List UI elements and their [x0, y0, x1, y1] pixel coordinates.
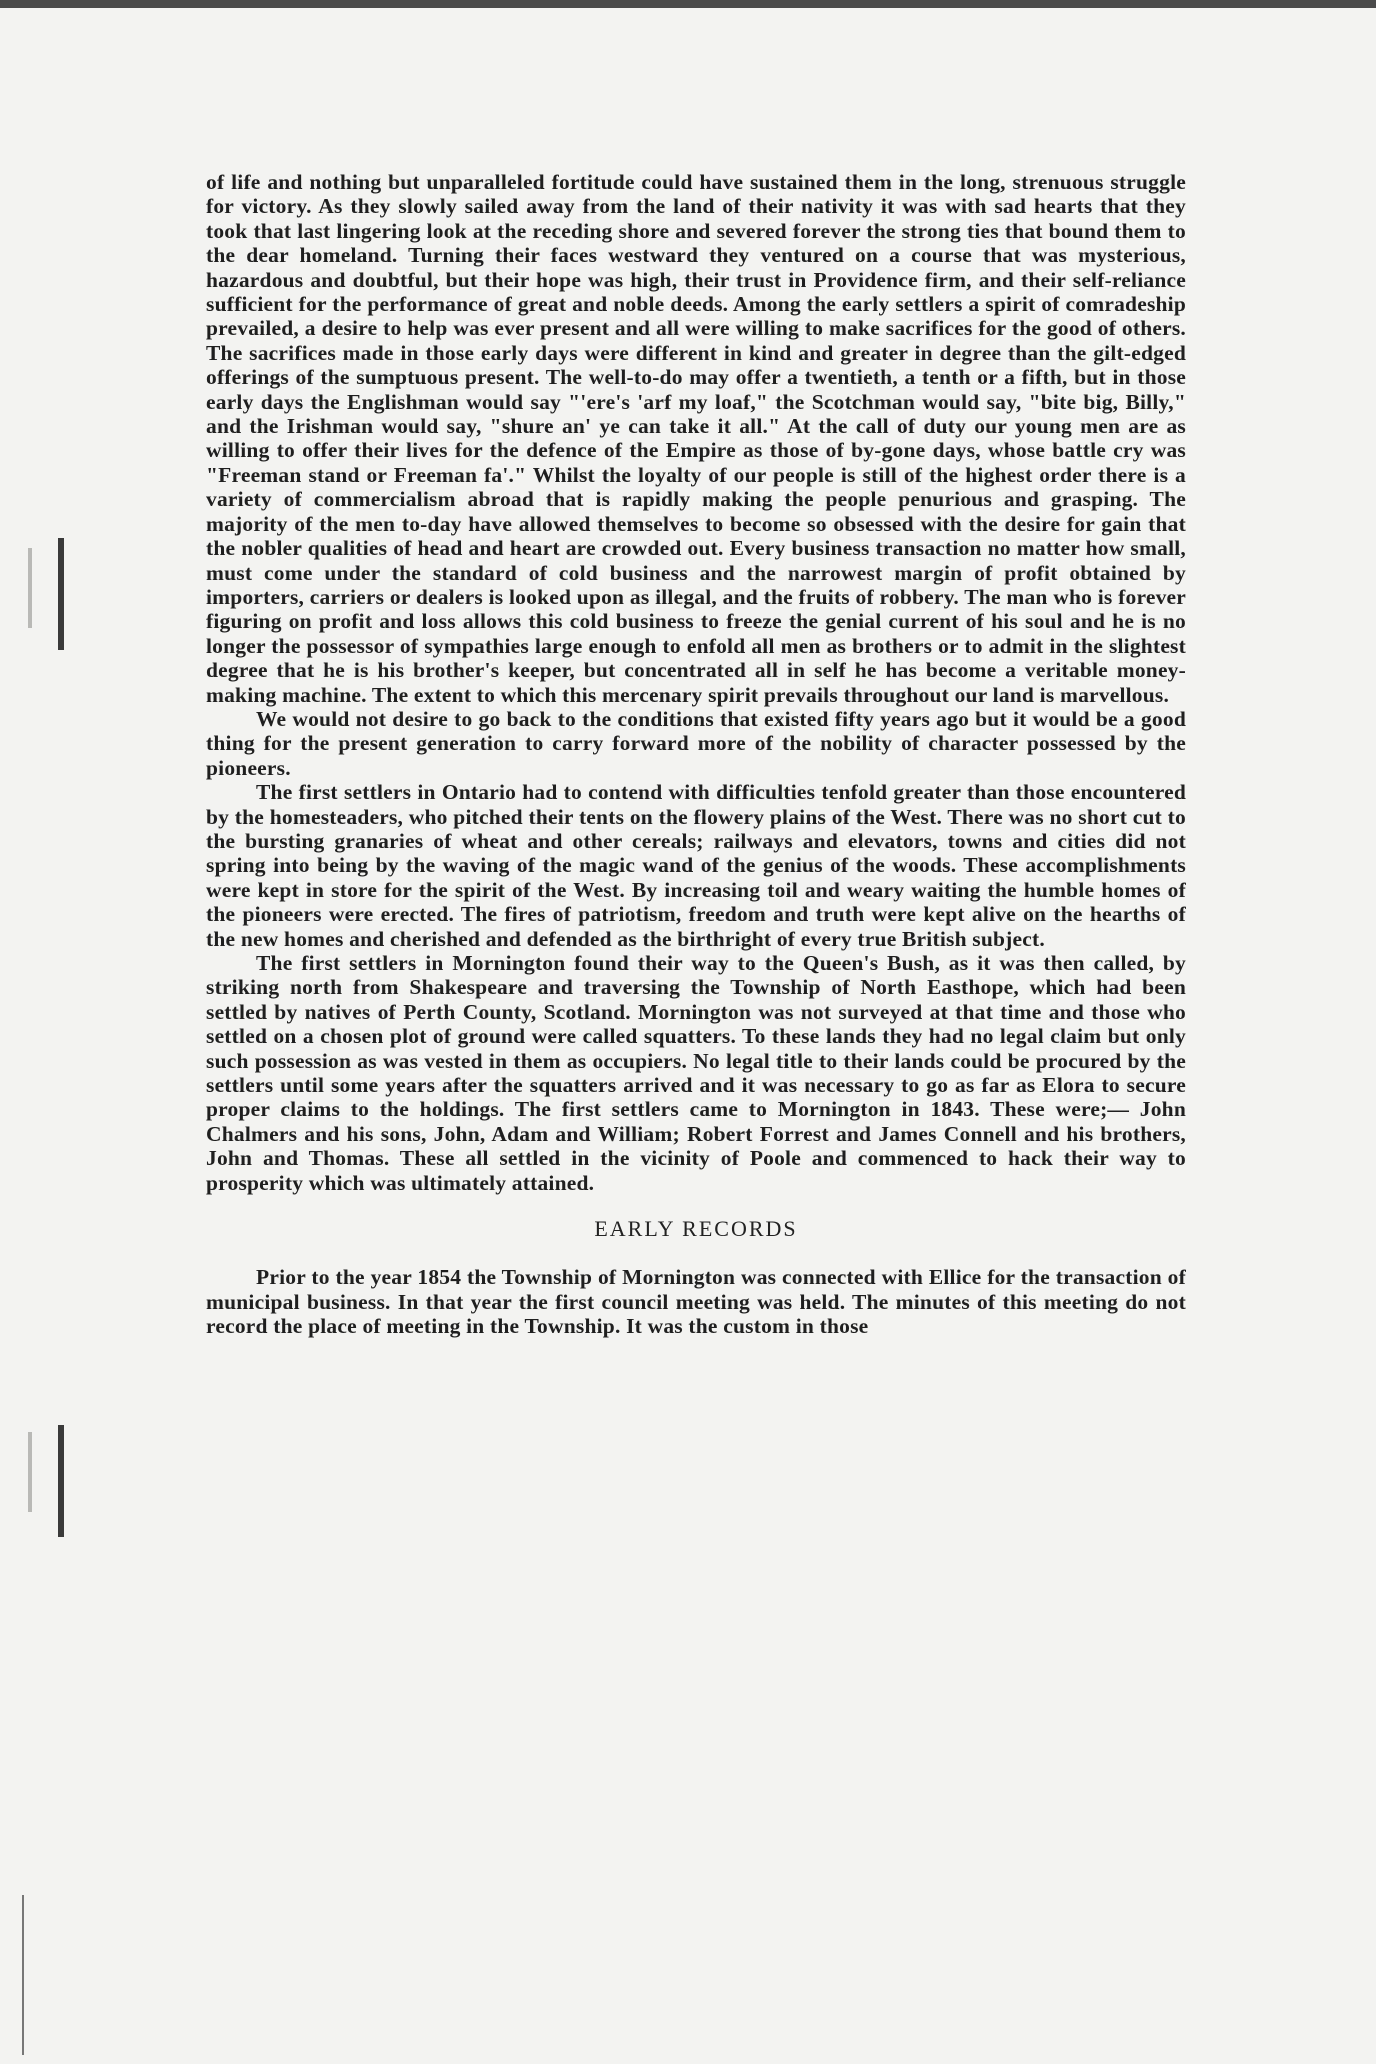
paragraph: Prior to the year 1854 the Township of Mornington was connected with Ellice for the transaction of municipal business. In that year the first council meeting was held. The minutes of this meeting do not record the place of meeting in the Township. It was the custom in those [206, 1265, 1186, 1339]
binding-shadow-upper [28, 548, 32, 628]
scan-page-corner [22, 1895, 34, 2055]
binding-shadow-lower [28, 1432, 32, 1512]
paragraph: We would not desire to go back to the conditions that existed fifty years ago but it would be a good thing for the present generation to carry forward more of the nobility of character possessed by the pioneers. [206, 706, 1186, 780]
binding-mark-lower [58, 1425, 64, 1537]
paragraph: The first settlers in Ontario had to contend with difficulties tenfold greater than those encountered by the homesteaders, who pitched their tents on the flowery plains of the West. There was no short cut to the bursting granaries of wheat and other cereals; railways and elevators, towns and cities did not spring into being by the waving of the magic wand of the genius of the woods. These accomplishments were kept in store for the spirit of the West. By increasing toil and weary waiting the humble homes of the pioneers were erected. The fires of patriotism, freedom and truth were kept alive on the hearths of the new homes and cherished and defended as the birthright of every true British subject. [206, 780, 1186, 951]
binding-mark-upper [58, 538, 64, 650]
paragraph-continued: of life and nothing but unparalleled fortitude could have sustained them in the long, strenuous struggle for victory. As they slowly sailed away from the land of their nativity it was with sad hearts that they took that last lingering look at the receding shore and severed forever the strong ties that bound them to the dear homeland. Turning their faces westward they ventured on a course that was mysterious, hazardous and doubtful, but their hope was high, their trust in Providence firm, and their self-reliance sufficient for the performance of great and noble deeds. Among the early settlers a spirit of comradeship prevailed, a desire to help was ever present and all were willing to make sacrifices for the good of others. The sacrifices made in those early days were different in kind and greater in degree than the gilt-edged offerings of the sumptuous present. The well-to-do may offer a twentieth, a tenth or a fifth, but in those early days the Englishman would say "'ere's 'arf my loaf," the Scotchman would say, "bite big, Billy," and the Irishman would say, "shure an' ye can take it all." At the call of duty our young men are as willing to offer their lives for the defence of the Empire as those of by-gone days, whose battle cry was "Freeman stand or Freeman fa'." Whilst the loyalty of our people is still of the highest order there is a variety of commercialism abroad that is rapidly making the people penurious and grasping. The majority of the men to-day have allowed themselves to become so obsessed with the desire for gain that the nobler qualities of head and heart are crowded out. Every business transaction no matter how small, must come under the standard of cold business and the narrowest margin of profit obtained by importers, carriers or dealers is looked upon as illegal, and the fruits of robbery. The man who is forever figuring on profit and loss allows this cold business to freeze the genial current of his soul and he is no longer the possessor of sympathies large enough to enfold all men as brothers or to admit in the slightest degree that he is his brother's keeper, but concentrated all in self he has become a veritable money-making machine. The extent to which this mercenary spirit prevails throughout our land is marvellous. [206, 170, 1186, 707]
paragraph: The first settlers in Mornington found their way to the Queen's Bush, as it was then called, by striking north from Shakespeare and traversing the Township of North Easthope, which had been settled by natives of Perth County, Scotland. Mornington was not surveyed at that time and those who settled on a chosen plot of ground were called squatters. To these lands they had no legal claim but only such possession as was vested in them as occupiers. No legal title to their lands could be procured by the settlers until some years after the squatters arrived and it was necessary to go as far as Elora to secure proper claims to the holdings. The first settlers came to Mornington in 1843. These were;— John Chalmers and his sons, John, Adam and William; Robert Forrest and James Connell and his brothers, John and Thomas. These all settled in the vicinity of Poole and commenced to hack their way to prosperity which was ultimately attained. [206, 951, 1186, 1195]
page-text [206, 170, 1186, 1339]
section-heading: EARLY RECORDS [594, 1216, 798, 1242]
scan-top-edge [0, 0, 1376, 8]
